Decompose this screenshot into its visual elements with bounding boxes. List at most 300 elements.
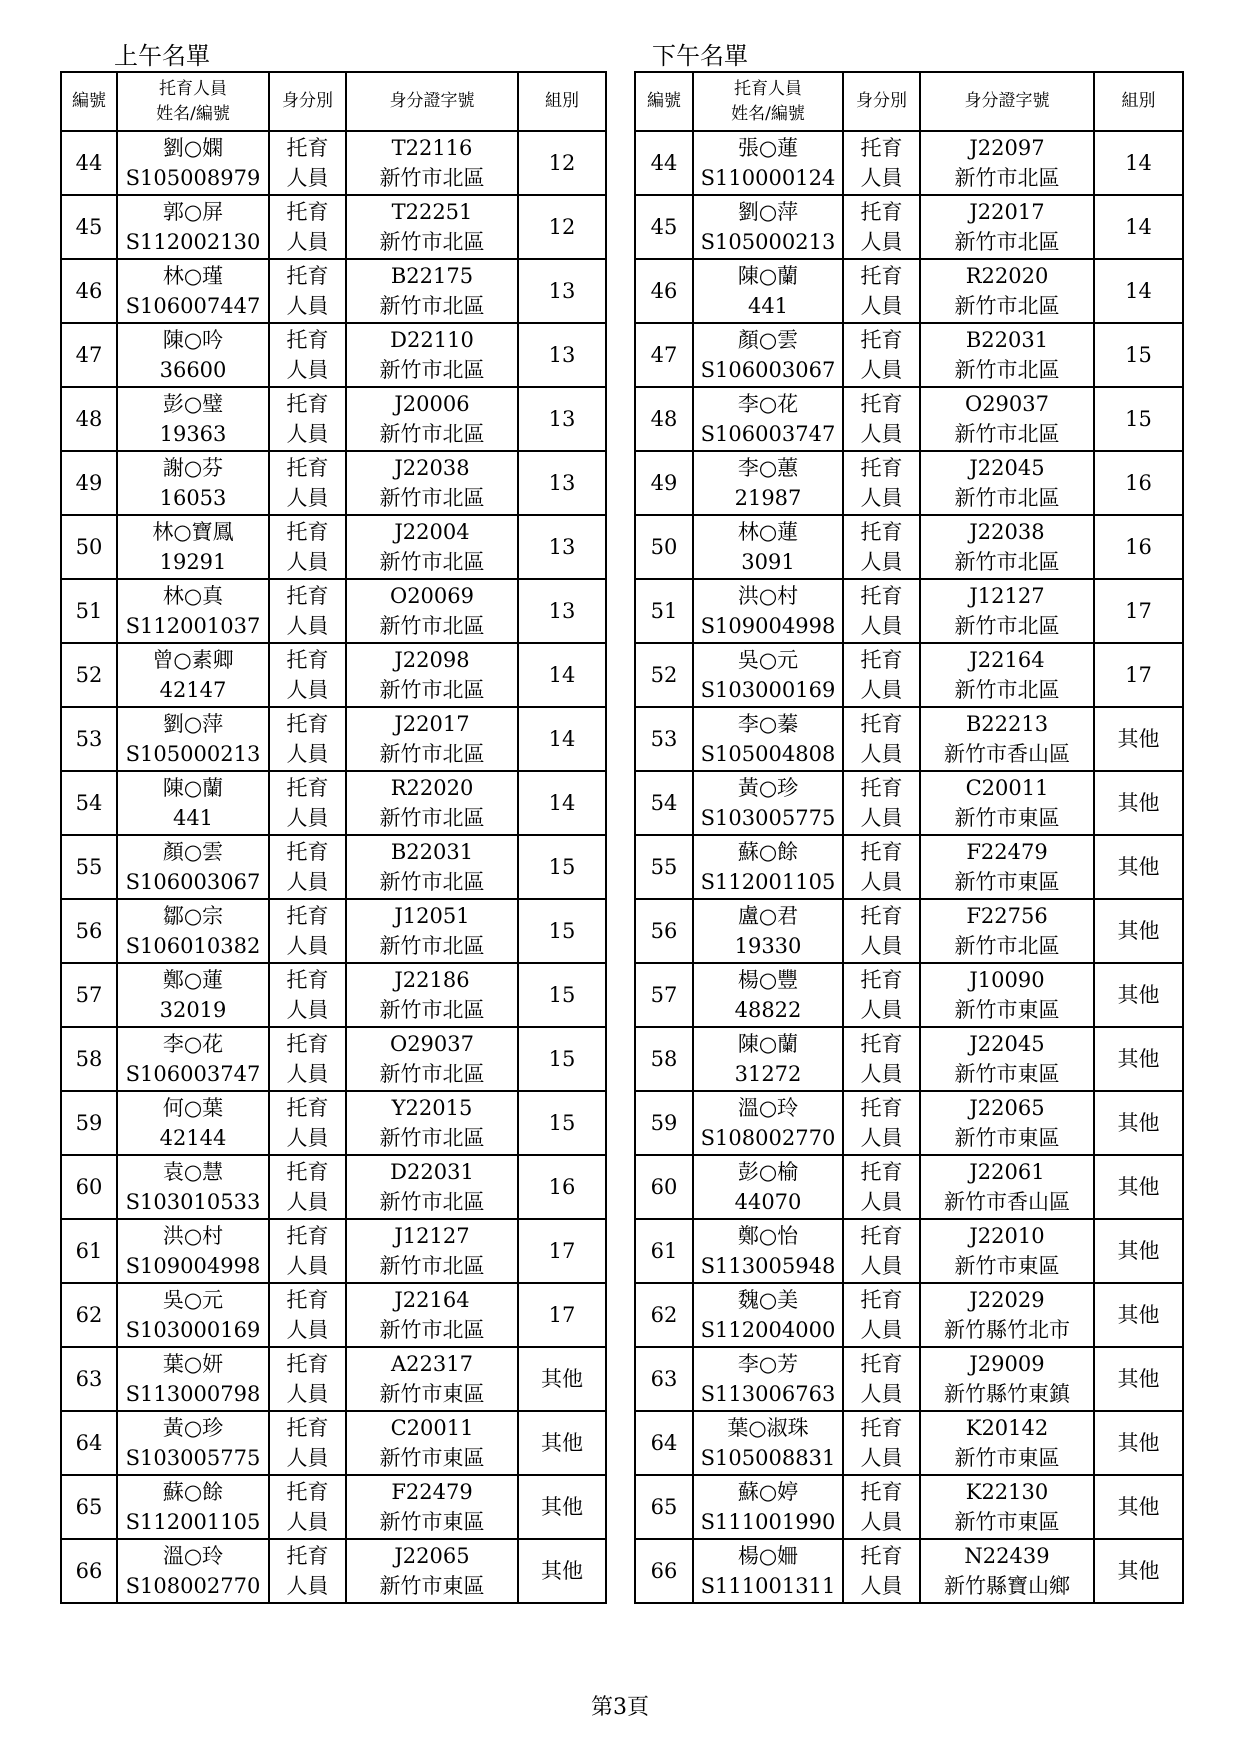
- cell-role-role1: 托育: [286, 456, 329, 480]
- cell-name-code: S103000169: [125, 1318, 261, 1342]
- cell-name-code: 16053: [159, 486, 227, 510]
- cell-role-role2: 人員: [860, 166, 903, 190]
- cell-id: [346, 1219, 518, 1283]
- cell-name-code: S106010382: [125, 934, 261, 958]
- table-header-row: [61, 72, 606, 131]
- cell-name: [117, 963, 269, 1027]
- cell-role-role2: 人員: [286, 1126, 329, 1150]
- cell-id-area: 新竹市東區: [379, 1510, 485, 1534]
- table-row: [61, 1411, 606, 1475]
- cell-id-area: 新竹市北區: [379, 678, 485, 702]
- cell-name-code: 31272: [734, 1062, 802, 1086]
- cell-id: [920, 515, 1094, 579]
- cell-id-area: 新竹市東區: [954, 806, 1060, 830]
- cell-name: [693, 1155, 843, 1219]
- cell-role-role1: 托育: [286, 1352, 329, 1376]
- cell-id-id: F22756: [966, 904, 1048, 928]
- cell-group: 13: [518, 451, 606, 515]
- cell-name-name: 葉○淑珠: [727, 1416, 809, 1440]
- cell-id-area: 新竹市北區: [379, 870, 485, 894]
- cell-role-role1: 托育: [286, 520, 329, 544]
- morning-list-title: 上午名單: [114, 42, 210, 70]
- cell-role-role1: 托育: [860, 1096, 903, 1120]
- cell-no: 65: [635, 1475, 693, 1539]
- cell-id-id: A22317: [391, 1352, 473, 1376]
- table-row: [635, 195, 1183, 259]
- cell-name: [117, 323, 269, 387]
- cell-no: 44: [61, 131, 117, 195]
- cell-name: [693, 323, 843, 387]
- cell-no: 61: [61, 1219, 117, 1283]
- cell-id: [346, 1539, 518, 1603]
- cell-group: 15: [518, 899, 606, 963]
- table-row: [61, 259, 606, 323]
- cell-name-code: S109004998: [700, 614, 836, 638]
- table-row: [635, 771, 1183, 835]
- cell-role-role1: 托育: [860, 1288, 903, 1312]
- cell-group: 15: [1094, 323, 1183, 387]
- cell-role-role2: 人員: [860, 678, 903, 702]
- cell-role-role1: 托育: [286, 328, 329, 352]
- cell-group: 15: [1094, 387, 1183, 451]
- cell-role-role2: 人員: [286, 1574, 329, 1598]
- cell-role: [269, 1283, 346, 1347]
- cell-id-area: 新竹市北區: [379, 358, 485, 382]
- cell-role: [269, 195, 346, 259]
- cell-role-role1: 托育: [286, 136, 329, 160]
- cell-name-name: 李○蓁: [737, 712, 799, 736]
- cell-role: [843, 643, 920, 707]
- cell-role-role2: 人員: [860, 1190, 903, 1214]
- cell-id-id: Y22015: [391, 1096, 473, 1120]
- cell-name-code: S103005775: [700, 806, 836, 830]
- cell-name-name: 郭○屏: [162, 200, 224, 224]
- cell-role-role1: 托育: [286, 1032, 329, 1056]
- cell-name: [117, 1475, 269, 1539]
- cell-id-id: J22164: [969, 648, 1045, 672]
- cell-group: 其他: [1094, 963, 1183, 1027]
- header-no: 編號: [635, 72, 693, 131]
- cell-name-name: 楊○豐: [737, 968, 799, 992]
- cell-name-name: 彭○璧: [162, 392, 224, 416]
- cell-role-role2: 人員: [286, 550, 329, 574]
- cell-name: [693, 1283, 843, 1347]
- cell-no: 52: [635, 643, 693, 707]
- cell-name: [693, 195, 843, 259]
- cell-id-area: 新竹市北區: [379, 1062, 485, 1086]
- cell-id-id: J20006: [394, 392, 470, 416]
- cell-role: [269, 579, 346, 643]
- cell-role: [843, 1475, 920, 1539]
- cell-id: [346, 579, 518, 643]
- table-row: [61, 387, 606, 451]
- cell-group: 17: [1094, 579, 1183, 643]
- cell-group: 16: [1094, 515, 1183, 579]
- cell-role: [843, 131, 920, 195]
- cell-group: 14: [1094, 195, 1183, 259]
- cell-no: 66: [61, 1539, 117, 1603]
- cell-name-code: S105000213: [700, 230, 836, 254]
- cell-role-role1: 托育: [860, 712, 903, 736]
- cell-id-area: 新竹市東區: [954, 998, 1060, 1022]
- cell-id: [920, 835, 1094, 899]
- cell-name-code: 19291: [159, 550, 227, 574]
- cell-name-name: 陳○蘭: [162, 776, 224, 800]
- cell-no: 54: [61, 771, 117, 835]
- cell-name-name: 劉○萍: [737, 200, 799, 224]
- cell-role: [269, 515, 346, 579]
- cell-id-id: J12127: [394, 1224, 470, 1248]
- cell-role: [269, 131, 346, 195]
- cell-role-role1: 托育: [286, 1288, 329, 1312]
- cell-role-role1: 托育: [286, 648, 329, 672]
- cell-id-area: 新竹市北區: [954, 486, 1060, 510]
- cell-no: 58: [61, 1027, 117, 1091]
- cell-role-role2: 人員: [286, 678, 329, 702]
- cell-role: [843, 579, 920, 643]
- cell-id: [920, 771, 1094, 835]
- cell-id-id: T22251: [391, 200, 473, 224]
- cell-role-role2: 人員: [286, 1254, 329, 1278]
- cell-role: [843, 963, 920, 1027]
- table-row: [61, 643, 606, 707]
- cell-id-id: J22065: [969, 1096, 1045, 1120]
- cell-group: 其他: [1094, 771, 1183, 835]
- cell-id-area: 新竹市東區: [379, 1382, 485, 1406]
- cell-name-name: 鄭○蓮: [162, 968, 224, 992]
- cell-id: [346, 1283, 518, 1347]
- cell-name-name: 陳○蘭: [737, 1032, 799, 1056]
- header-group: 組別: [1094, 72, 1183, 131]
- table-row: [635, 1347, 1183, 1411]
- cell-id-area: 新竹市東區: [379, 1446, 485, 1470]
- cell-name-name: 魏○美: [737, 1288, 799, 1312]
- cell-name: [693, 579, 843, 643]
- cell-role-role1: 托育: [860, 1352, 903, 1376]
- cell-role: [843, 259, 920, 323]
- cell-id-area: 新竹市香山區: [944, 742, 1070, 766]
- cell-name: [117, 835, 269, 899]
- cell-name-code: S103010533: [125, 1190, 261, 1214]
- cell-name-name: 黃○珍: [162, 1416, 224, 1440]
- cell-id: [920, 1027, 1094, 1091]
- table-row: [635, 515, 1183, 579]
- cell-role-role2: 人員: [860, 1510, 903, 1534]
- table-row: [61, 707, 606, 771]
- table-row: [61, 1283, 606, 1347]
- cell-group: 13: [518, 323, 606, 387]
- cell-no: 45: [635, 195, 693, 259]
- cell-no: 54: [635, 771, 693, 835]
- cell-name-name: 鄒○宗: [162, 904, 224, 928]
- cell-id-area: 新竹市北區: [379, 230, 485, 254]
- cell-name-name: 林○瑾: [162, 264, 224, 288]
- cell-id-id: D22110: [390, 328, 474, 352]
- cell-name-code: S105000213: [125, 742, 261, 766]
- cell-id-area: 新竹市北區: [954, 678, 1060, 702]
- cell-name: [693, 515, 843, 579]
- cell-name: [117, 1027, 269, 1091]
- cell-role: [269, 899, 346, 963]
- cell-id-area: 新竹縣寶山鄉: [944, 1574, 1070, 1598]
- cell-no: 60: [61, 1155, 117, 1219]
- cell-name-name: 張○蓮: [737, 136, 799, 160]
- cell-no: 63: [635, 1347, 693, 1411]
- cell-id-area: 新竹市東區: [379, 1574, 485, 1598]
- cell-no: 49: [635, 451, 693, 515]
- cell-no: 48: [635, 387, 693, 451]
- cell-name-name: 蘇○婷: [737, 1480, 799, 1504]
- cell-role-role2: 人員: [860, 1446, 903, 1470]
- cell-name: [693, 963, 843, 1027]
- cell-id-id: J22038: [969, 520, 1045, 544]
- cell-name-name: 劉○嫻: [162, 136, 224, 160]
- cell-role-role2: 人員: [286, 1382, 329, 1406]
- cell-id-area: 新竹市東區: [954, 1446, 1060, 1470]
- cell-role: [843, 1411, 920, 1475]
- cell-role-role2: 人員: [286, 1318, 329, 1342]
- cell-role: [843, 515, 920, 579]
- cell-name: [117, 1155, 269, 1219]
- cell-name: [117, 899, 269, 963]
- cell-group: 15: [518, 835, 606, 899]
- cell-name: [693, 1347, 843, 1411]
- cell-id-id: K22130: [965, 1480, 1049, 1504]
- cell-id-area: 新竹縣竹東鎮: [944, 1382, 1070, 1406]
- cell-role-role1: 托育: [860, 904, 903, 928]
- cell-id-area: 新竹市北區: [379, 742, 485, 766]
- cell-role-role1: 托育: [860, 392, 903, 416]
- table-row: [635, 1539, 1183, 1603]
- cell-id-area: 新竹市北區: [954, 166, 1060, 190]
- cell-name-code: S111001311: [700, 1574, 836, 1598]
- cell-id-area: 新竹縣竹北市: [944, 1318, 1070, 1342]
- cell-name: [117, 451, 269, 515]
- cell-no: 56: [635, 899, 693, 963]
- cell-name-name: 鄭○怡: [737, 1224, 799, 1248]
- cell-group: 16: [1094, 451, 1183, 515]
- cell-role-role1: 托育: [860, 840, 903, 864]
- cell-role: [843, 1347, 920, 1411]
- table-row: [635, 707, 1183, 771]
- cell-id-id: O29037: [389, 1032, 475, 1056]
- cell-role-role1: 托育: [286, 968, 329, 992]
- cell-id: [346, 131, 518, 195]
- table-row: [61, 515, 606, 579]
- cell-no: 60: [635, 1155, 693, 1219]
- cell-group: 14: [518, 707, 606, 771]
- cell-name: [117, 1411, 269, 1475]
- cell-no: 46: [61, 259, 117, 323]
- cell-group: 其他: [1094, 1411, 1183, 1475]
- cell-name-code: S112001105: [125, 1510, 261, 1534]
- cell-id-id: J22029: [969, 1288, 1045, 1312]
- cell-group: 其他: [1094, 1155, 1183, 1219]
- table-row: [61, 771, 606, 835]
- cell-name-code: S109004998: [125, 1254, 261, 1278]
- cell-id: [920, 707, 1094, 771]
- cell-role-role1: 托育: [860, 584, 903, 608]
- cell-role-role2: 人員: [286, 166, 329, 190]
- cell-group: 13: [518, 579, 606, 643]
- cell-id-id: J22010: [969, 1224, 1045, 1248]
- cell-id: [920, 1539, 1094, 1603]
- cell-role: [843, 1283, 920, 1347]
- cell-group: 其他: [1094, 707, 1183, 771]
- cell-role-role1: 托育: [286, 1416, 329, 1440]
- cell-id-area: 新竹市東區: [954, 1254, 1060, 1278]
- cell-id-id: J22186: [394, 968, 470, 992]
- cell-group: 14: [518, 771, 606, 835]
- table-row: [635, 899, 1183, 963]
- cell-role-role1: 托育: [286, 584, 329, 608]
- cell-role-role2: 人員: [286, 294, 329, 318]
- cell-role-role1: 托育: [860, 1032, 903, 1056]
- cell-role: [843, 707, 920, 771]
- cell-group: 17: [518, 1219, 606, 1283]
- cell-role: [269, 771, 346, 835]
- cell-name: [117, 1347, 269, 1411]
- cell-name-name: 楊○姍: [737, 1544, 799, 1568]
- cell-role-role1: 托育: [860, 1480, 903, 1504]
- cell-role-role1: 托育: [860, 328, 903, 352]
- cell-id: [346, 835, 518, 899]
- cell-role-role1: 托育: [860, 776, 903, 800]
- table-row: [635, 131, 1183, 195]
- cell-name-name: 吳○元: [162, 1288, 224, 1312]
- cell-id: [346, 1091, 518, 1155]
- table-row: [635, 579, 1183, 643]
- cell-id-id: J22097: [969, 136, 1045, 160]
- cell-role: [269, 1411, 346, 1475]
- cell-role-role2: 人員: [286, 230, 329, 254]
- cell-role-role1: 托育: [286, 1224, 329, 1248]
- table-row: [61, 323, 606, 387]
- cell-name-code: S113000798: [125, 1382, 261, 1406]
- cell-role-role1: 托育: [286, 776, 329, 800]
- cell-id-id: J22004: [394, 520, 470, 544]
- cell-role-role2: 人員: [860, 486, 903, 510]
- table-row: [635, 1219, 1183, 1283]
- cell-no: 62: [61, 1283, 117, 1347]
- cell-name-name: 林○寶鳳: [152, 520, 234, 544]
- cell-role: [269, 1347, 346, 1411]
- cell-name-name: 黃○珍: [737, 776, 799, 800]
- cell-role: [269, 1155, 346, 1219]
- cell-role-role1: 托育: [286, 392, 329, 416]
- cell-id-area: 新竹市北區: [379, 486, 485, 510]
- cell-role: [269, 1027, 346, 1091]
- cell-no: 45: [61, 195, 117, 259]
- cell-id-id: C20011: [965, 776, 1049, 800]
- cell-id-area: 新竹市北區: [379, 934, 485, 958]
- cell-no: 51: [61, 579, 117, 643]
- cell-name-name: 洪○村: [737, 584, 799, 608]
- table-row: [61, 1027, 606, 1091]
- cell-name-name: 顏○雲: [737, 328, 799, 352]
- table-row: [635, 1475, 1183, 1539]
- cell-id: [920, 387, 1094, 451]
- table-header-row: [635, 72, 1183, 131]
- cell-role-role2: 人員: [860, 1318, 903, 1342]
- cell-group: 其他: [518, 1539, 606, 1603]
- cell-group: 15: [518, 963, 606, 1027]
- cell-name-name: 曾○素卿: [152, 648, 234, 672]
- cell-role-role2: 人員: [860, 806, 903, 830]
- cell-no: 57: [61, 963, 117, 1027]
- table-row: [61, 1347, 606, 1411]
- cell-name: [117, 707, 269, 771]
- cell-role-role2: 人員: [286, 1510, 329, 1534]
- cell-id: [346, 707, 518, 771]
- cell-no: 63: [61, 1347, 117, 1411]
- cell-name-code: S111001990: [700, 1510, 836, 1534]
- cell-id: [346, 323, 518, 387]
- cell-role: [843, 1219, 920, 1283]
- cell-id-area: 新竹市北區: [379, 1126, 485, 1150]
- cell-group: 13: [518, 259, 606, 323]
- cell-name-name: 溫○玲: [737, 1096, 799, 1120]
- cell-id: [920, 259, 1094, 323]
- cell-role: [843, 1091, 920, 1155]
- header-name: 托育人員 姓名/編號: [117, 72, 269, 131]
- cell-no: 47: [635, 323, 693, 387]
- table-row: [635, 451, 1183, 515]
- cell-group: 其他: [1094, 1475, 1183, 1539]
- cell-name-name: 溫○玲: [162, 1544, 224, 1568]
- cell-name-name: 陳○蘭: [737, 264, 799, 288]
- cell-name-name: 蘇○餘: [162, 1480, 224, 1504]
- cell-role: [269, 1091, 346, 1155]
- cell-id: [920, 1155, 1094, 1219]
- cell-role-role1: 托育: [286, 1480, 329, 1504]
- cell-name: [117, 387, 269, 451]
- cell-id-area: 新竹市北區: [379, 166, 485, 190]
- cell-id: [346, 1027, 518, 1091]
- cell-group: 15: [518, 1027, 606, 1091]
- cell-name: [117, 579, 269, 643]
- cell-id: [920, 1219, 1094, 1283]
- afternoon-list-title: 下午名單: [652, 42, 748, 70]
- cell-id-id: F22479: [966, 840, 1048, 864]
- cell-id-id: J22065: [394, 1544, 470, 1568]
- cell-group: 17: [1094, 643, 1183, 707]
- cell-name-code: S105008979: [125, 166, 261, 190]
- cell-name-code: S103000169: [700, 678, 836, 702]
- cell-role-role2: 人員: [286, 486, 329, 510]
- cell-name-name: 袁○慧: [162, 1160, 224, 1184]
- cell-name-code: S105004808: [700, 742, 836, 766]
- cell-id-area: 新竹市北區: [379, 1318, 485, 1342]
- table-row: [61, 1155, 606, 1219]
- cell-name: [117, 1539, 269, 1603]
- cell-name-code: S106003067: [700, 358, 836, 382]
- cell-role: [269, 707, 346, 771]
- cell-role-role1: 托育: [860, 264, 903, 288]
- cell-name: [117, 131, 269, 195]
- cell-name: [117, 643, 269, 707]
- cell-role-role1: 托育: [286, 200, 329, 224]
- cell-id-area: 新竹市北區: [954, 550, 1060, 574]
- cell-name: [693, 1411, 843, 1475]
- cell-name: [693, 835, 843, 899]
- cell-role-role2: 人員: [860, 358, 903, 382]
- table-row: [635, 1411, 1183, 1475]
- table-row: [61, 1539, 606, 1603]
- cell-name: [117, 515, 269, 579]
- cell-role: [269, 1475, 346, 1539]
- cell-id-area: 新竹市北區: [954, 422, 1060, 446]
